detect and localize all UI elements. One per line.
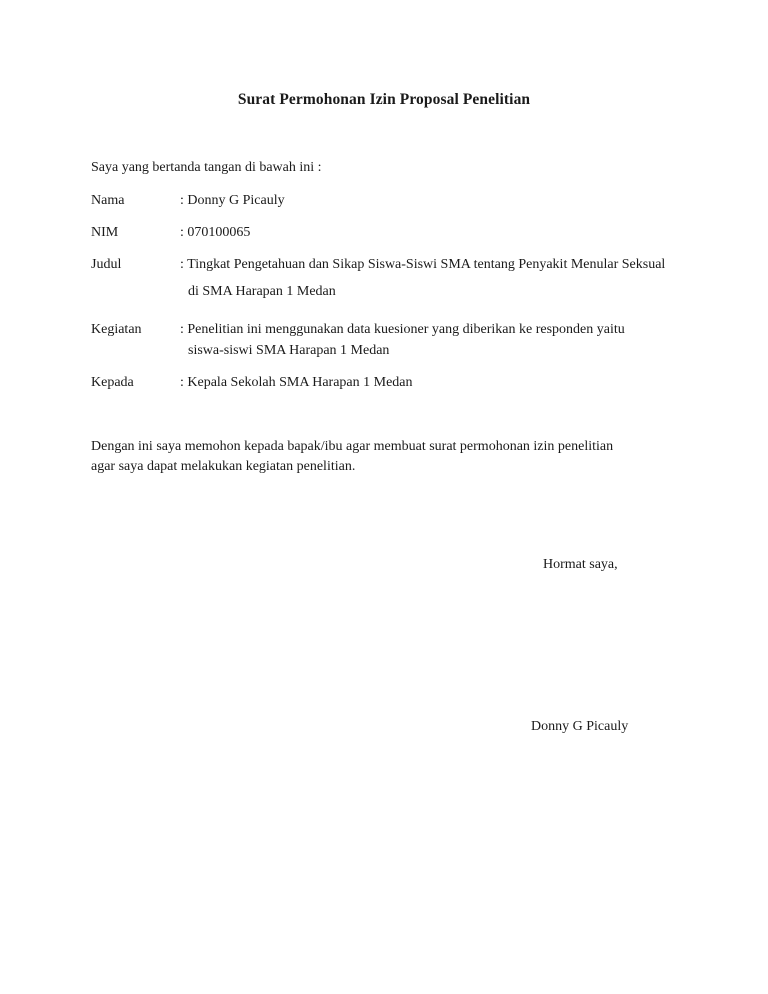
kepada-label: Kepada [91, 375, 134, 390]
signature-greeting: Hormat saya, [543, 557, 618, 572]
kegiatan-label: Kegiatan [91, 322, 142, 337]
intro-text: Saya yang bertanda tangan di bawah ini : [91, 160, 322, 175]
signature-name: Donny G Picauly [531, 719, 629, 734]
judul-label: Judul [91, 257, 122, 272]
closing-line2: agar saya dapat melakukan kegiatan penelitian. [91, 459, 356, 474]
nama-label: Nama [91, 193, 125, 208]
nim-value: : 070100065 [180, 225, 251, 240]
closing-line1: Dengan ini saya memohon kepada bapak/ibu agar membuat surat permohonan izin penelitian [91, 439, 614, 454]
nama-value: : Donny G Picauly [180, 193, 285, 208]
kepada-value: : Kepala Sekolah SMA Harapan 1 Medan [180, 375, 413, 390]
judul-value-line2: di SMA Harapan 1 Medan [188, 284, 336, 299]
document-title: Surat Permohonan Izin Proposal Penelitian [237, 91, 531, 108]
judul-value-line1: : Tingkat Pengetahuan dan Sikap Siswa-Siswi SMA tentang Penyakit Menular Seksual [180, 257, 666, 272]
nim-label: NIM [91, 225, 119, 240]
kegiatan-value-line1: : Penelitian ini menggunakan data kuesioner yang diberikan ke responden yaitu [180, 322, 625, 337]
kegiatan-value-line2: siswa-siswi SMA Harapan 1 Medan [188, 343, 390, 358]
